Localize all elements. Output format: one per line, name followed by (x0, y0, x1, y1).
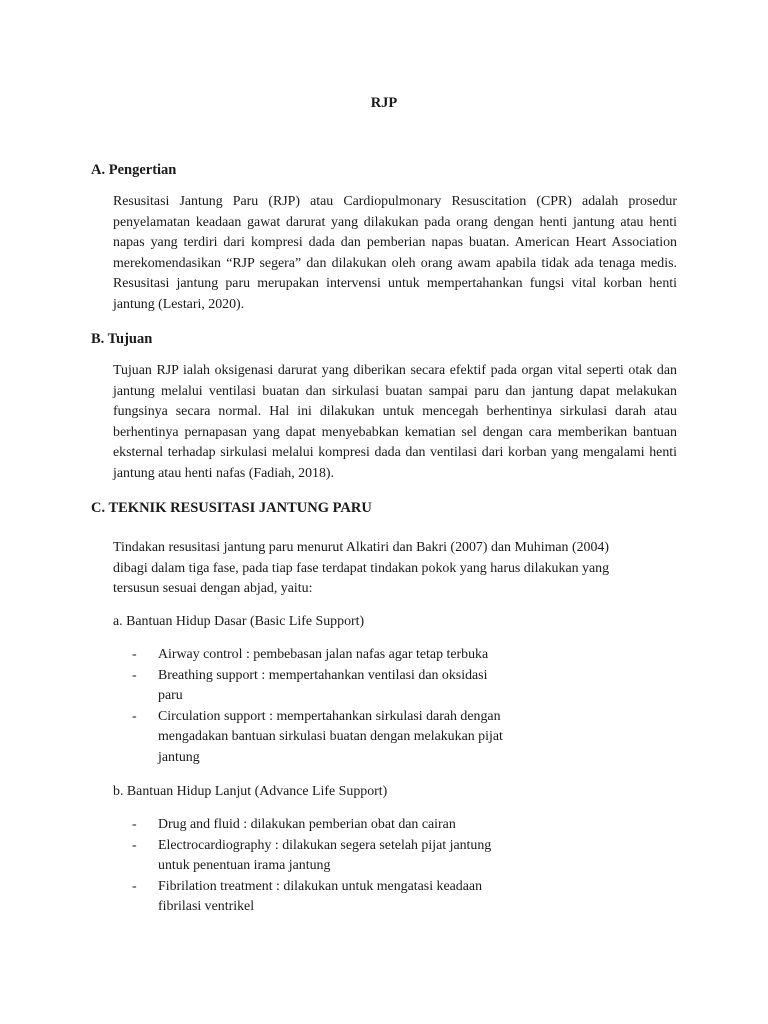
section-c-heading: C. TEKNIK RESUSITASI JANTUNG PARU (91, 500, 372, 516)
list-item-text: mengadakan bantuan sirkulasi buatan dengan melakukan pijat (158, 729, 503, 744)
section-a-paragraph: Resusitasi Jantung Paru (RJP) atau Cardiopulmonary Resuscitation (CPR) adalah prosedur penyelamatan keadaan gawat darurat yang dilakukan pada orang dengan henti jantung atau henti napas yang terdiri dari kompresi dada dan pemberian napas buatan. American Heart Association merekomendasikan “RJP segera” dan dilakukan oleh orang awam apabila tidak ada tenaga medis. Resusitasi jantung paru merupakan intervensi untuk mempertahankan fungsi vital korban henti jantung (Lestari, 2020). (113, 194, 677, 312)
list-item-text: paru (158, 688, 183, 703)
list-item-text: Fibrilation treatment : dilakukan untuk mengatasi keadaan (158, 878, 483, 894)
section-c-intro-line: tersusun sesuai dengan abjad, yaitu: (113, 581, 313, 596)
list-item (132, 877, 532, 918)
dash-bullet: - (132, 667, 137, 683)
phase-a-list (132, 645, 532, 768)
list-item-text: Drug and fluid : dilakukan pemberian obat dan cairan (158, 817, 456, 832)
list-item (132, 815, 532, 836)
document-title: RJP (370, 95, 398, 111)
phase-a-title: a. Bantuan Hidup Dasar (Basic Life Support) (113, 614, 365, 629)
section-b-paragraph: Tujuan RJP ialah oksigenasi darurat yang diberikan secara efektif pada organ vital seperti otak dan jantung melalui ventilasi buatan dan sirkulasi buatan sampai paru dan jantung dapat melakukan fungsinya secara normal. Hal ini dilakukan untuk mencegah berhentinya sirkulasi darah atau berhentinya pernapasan yang dapat menyebabkan kematian sel dengan cara memberikan bantuan eksternal terhadap sirkulasi melalui kompresi dada dan ventilasi dari korban yang mengalami henti jantung atau henti nafas (Fadiah, 2018). (113, 363, 677, 481)
dash-bullet: - (132, 647, 137, 662)
list-item (132, 707, 532, 769)
list-item-text: Circulation support : mempertahankan sirkulasi darah dengan (158, 708, 501, 724)
section-c-intro-line: dibagi dalam tiga fase, pada tiap fase terdapat tindakan pokok yang harus dilakukan yang (113, 560, 610, 576)
list-item-text: untuk penentuan irama jantung (158, 858, 331, 873)
section-c-intro-line: Tindakan resusitasi jantung paru menurut Alkatiri dan Bakri (2007) dan Muhiman (2004) (113, 540, 609, 555)
list-item-text: Airway control : pembebasan jalan nafas agar tetap terbuka (158, 647, 489, 662)
list-item (132, 666, 532, 707)
dash-bullet: - (132, 837, 137, 853)
list-item-text: Breathing support : mempertahankan ventilasi dan oksidasi (158, 667, 488, 683)
phase-b-list (132, 815, 532, 918)
section-a-heading: A. Pengertian (91, 162, 177, 178)
list-item-text: Electrocardiography : dilakukan segera setelah pijat jantung (158, 837, 492, 853)
dash-bullet: - (132, 817, 137, 832)
section-c-intro (113, 538, 677, 600)
dash-bullet: - (132, 878, 137, 894)
list-item-text: fibrilasi ventrikel (158, 899, 255, 914)
section-b-heading: B. Tujuan (91, 331, 153, 347)
phase-b-title: b. Bantuan Hidup Lanjut (Advance Life Support) (113, 784, 388, 799)
list-item (132, 645, 532, 666)
dash-bullet: - (132, 708, 137, 724)
list-item-text: jantung (158, 749, 200, 765)
list-item (132, 836, 532, 877)
